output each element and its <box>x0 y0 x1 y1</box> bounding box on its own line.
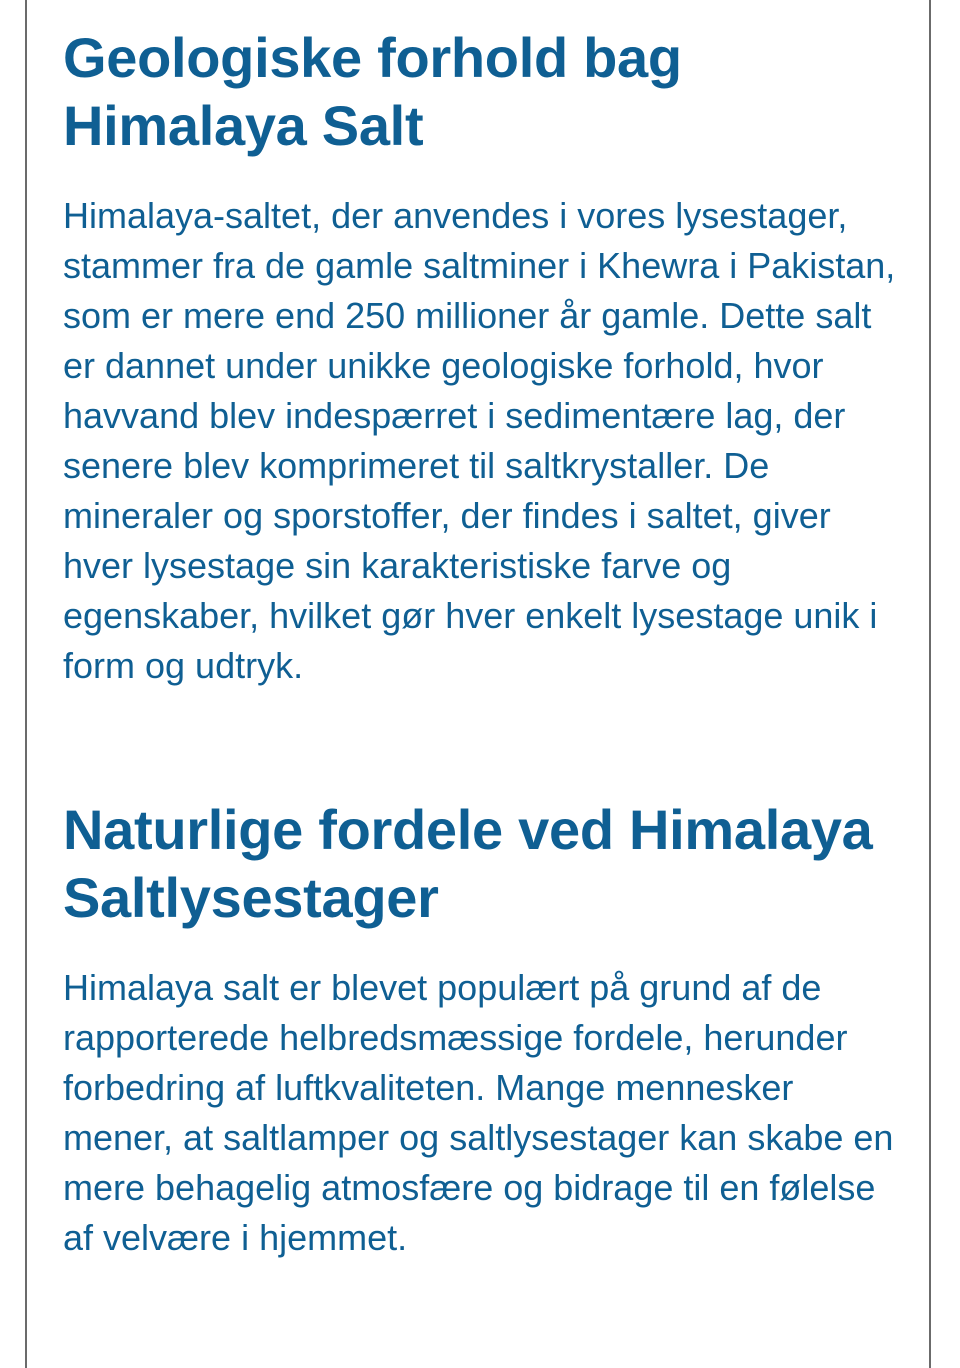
section-body-naturlige-fordele: Himalaya salt er blevet populært på grund af de rapporterede helbredsmæssige fordele, herunder forbedring af luftkvaliteten. Mange mennesker mener, at saltlamper og saltlysestager kan skabe en mere behagelig atmosfære og bidrage til en følelse af velvære i hjemmet. <box>63 967 894 1258</box>
section-body-geologiske-forhold: Himalaya-saltet, der anvendes i vores lysestager, stammer fra de gamle saltminer i Khewra i Pakistan, som er mere end 250 millioner år gamle. Dette salt er dannet under unikke geologiske forhold, hvor havvand blev indespærret i sedimentære lag, der senere blev komprimeret til saltkrystaller. De mineraler og sporstoffer, der findes i saltet, giver hver lysestage sin karakteristiske farve og egenskaber, hvilket gør hver enkelt lysestage unik i form og udtryk. <box>63 195 896 686</box>
section-heading-naturlige-fordele: Naturlige fordele ved Himalaya Saltlysestager <box>63 798 873 929</box>
section-heading-geologiske-forhold: Geologiske forhold bag Himalaya Salt <box>63 26 682 157</box>
